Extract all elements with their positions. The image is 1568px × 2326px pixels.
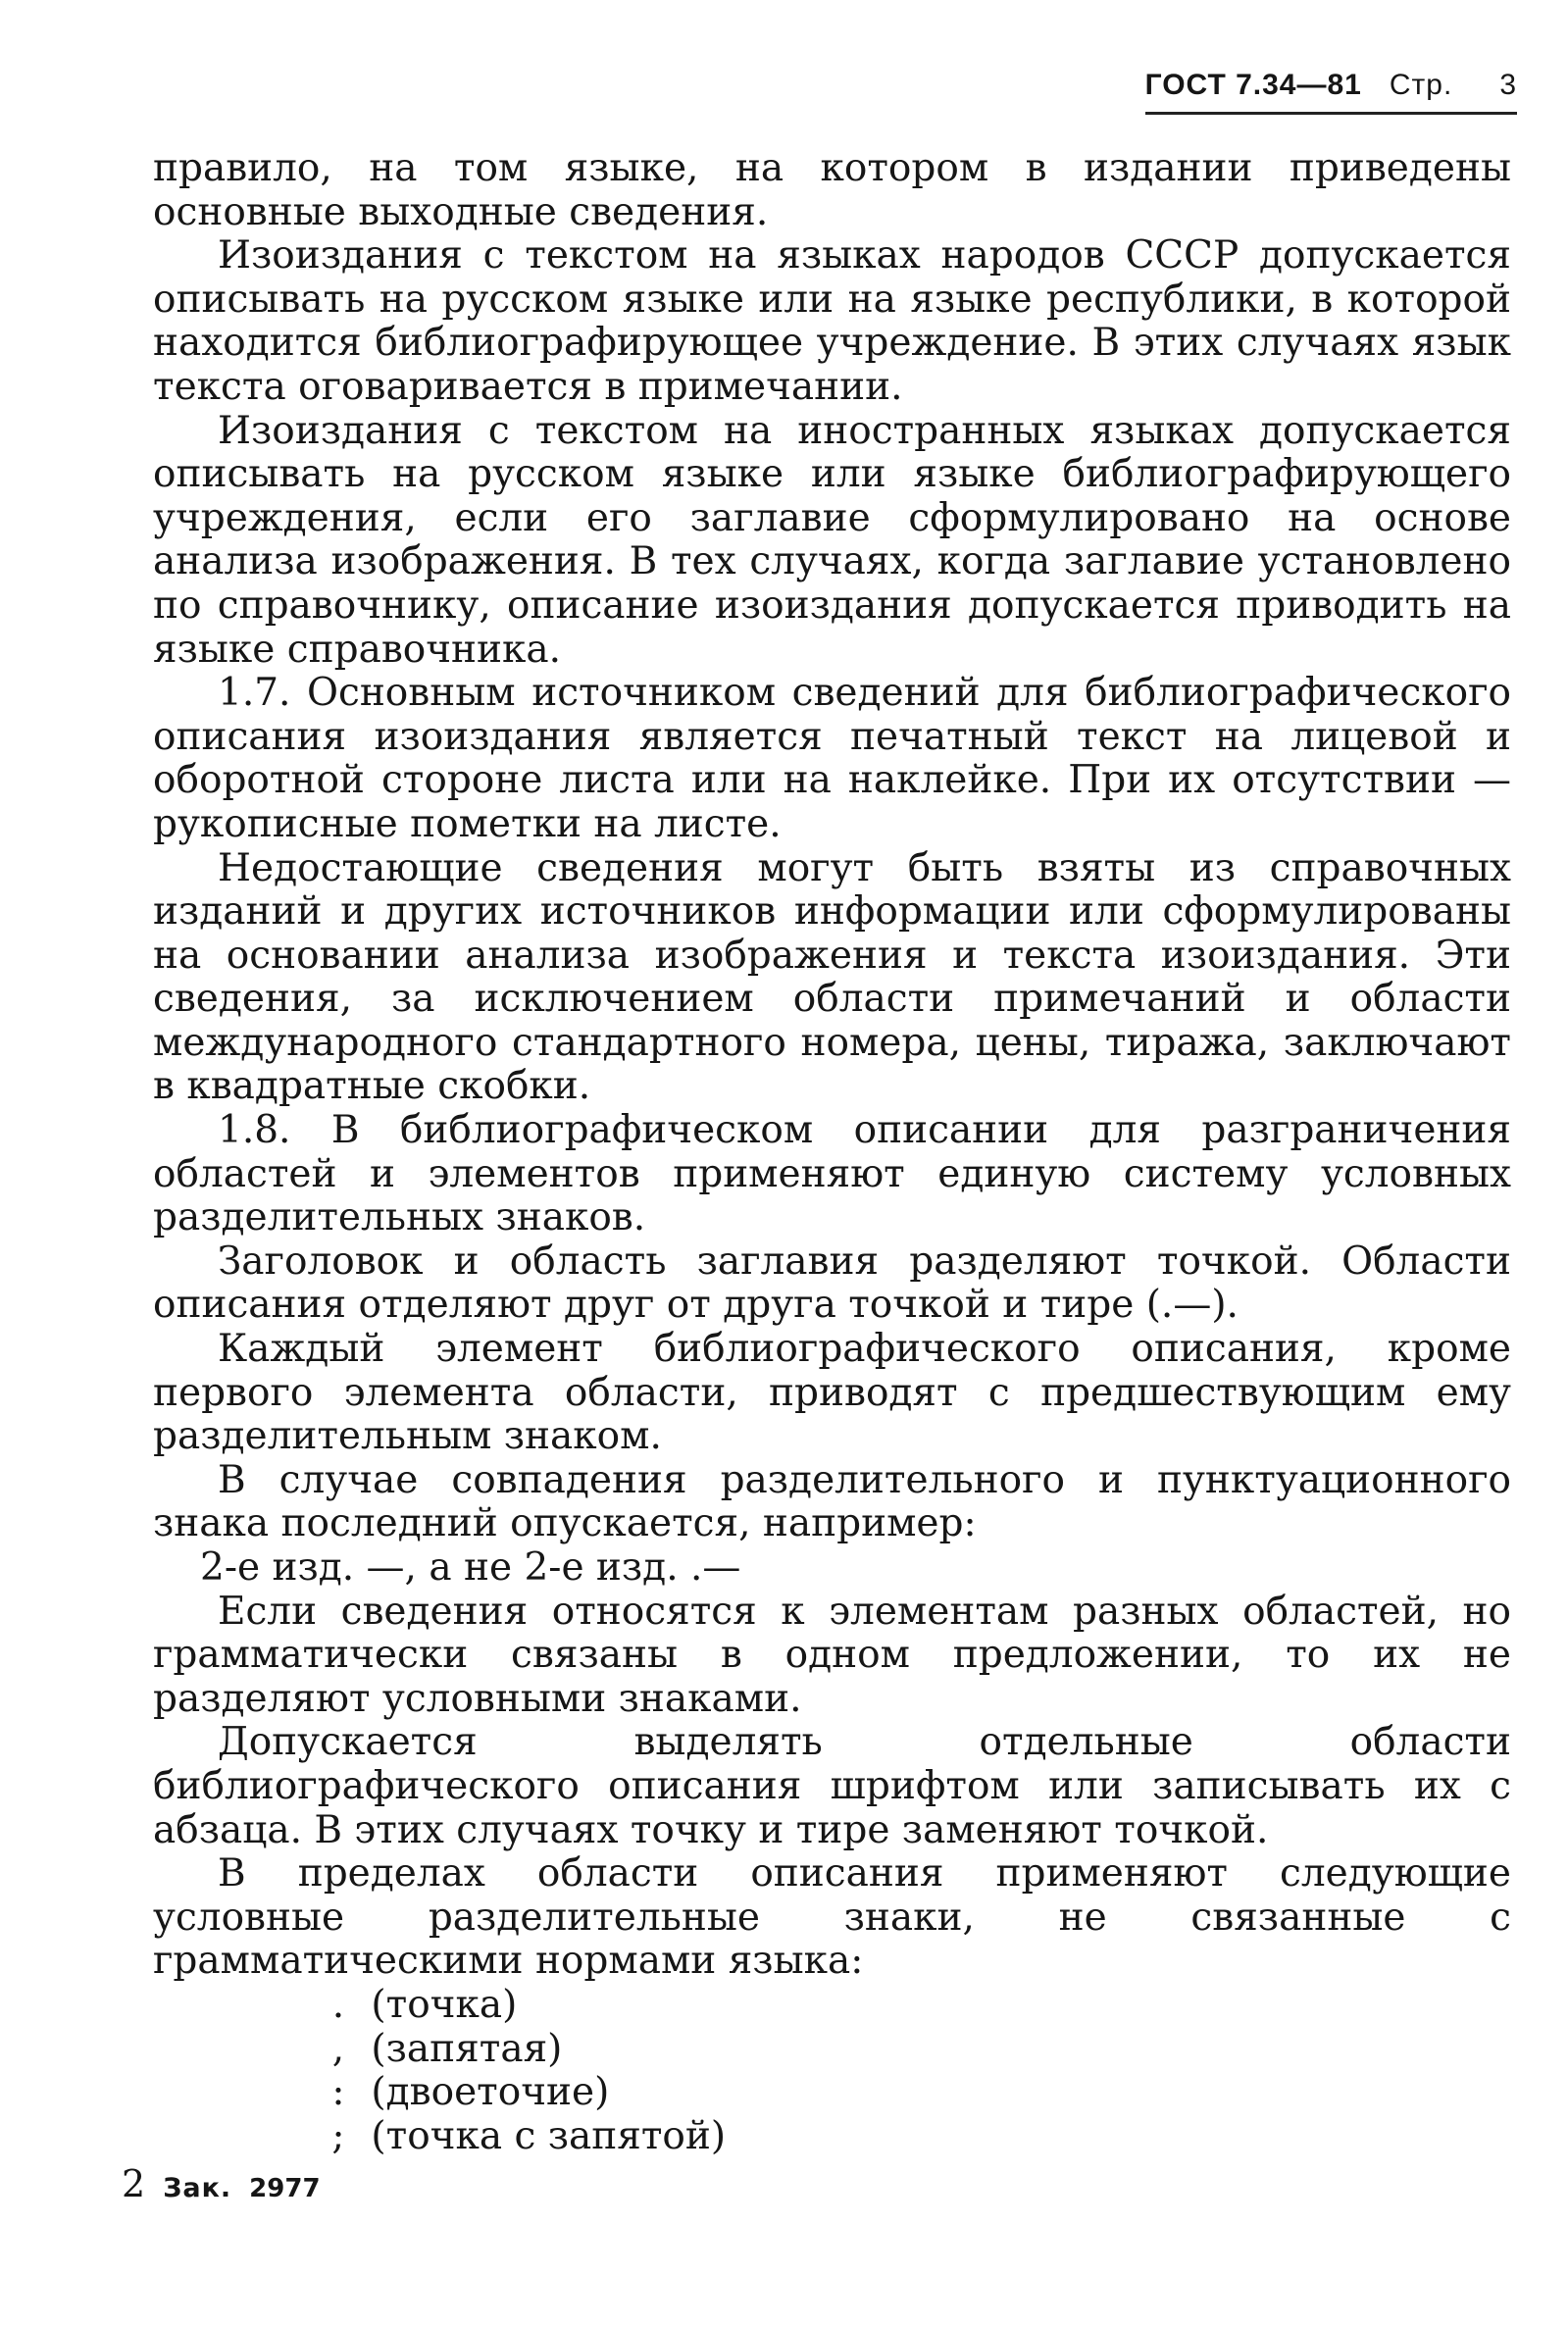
- separator-name: (запятая): [371, 2026, 563, 2071]
- page-label: Стр.: [1389, 69, 1453, 101]
- paragraph: В случае совпадения разделительного и пунктуационного знака последний опускается, например:: [153, 1457, 1511, 1546]
- paragraph-continuation: правило, на том языке, на котором в издании приведены основные выходные сведения.: [153, 146, 1511, 234]
- paragraph: Каждый элемент библиографического описания, кроме первого элемента области, приводят с предшествующим ему разделительным знаком.: [153, 1327, 1511, 1459]
- paragraph: Изоиздания с текстом на языках народов СССР допускается описывать на русском языке или на языке республики, в которой находится библиографирующее учреждение. В этих случаях язык текста оговаривается в примечании.: [153, 233, 1511, 409]
- separator-name: (двоеточие): [371, 2070, 610, 2115]
- paragraph: В пределах области описания применяют следующие условные разделительные знаки, не связанные с грамматическими нормами языка:: [153, 1851, 1511, 1984]
- separator-item: [318, 2028, 1511, 2072]
- paragraph: Заголовок и область заглавия разделяют точкой. Области описания отделяют друг от друга точкой и тире (.—).: [153, 1239, 1511, 1328]
- sheet-number: 2: [122, 2162, 146, 2205]
- separator-name: (точка с запятой): [371, 2113, 727, 2158]
- separator-name: (точка): [371, 1982, 518, 2027]
- separator-item: [318, 1984, 1511, 2028]
- document-body: [153, 147, 1511, 2158]
- separator-symbol: ,: [331, 2026, 345, 2071]
- standard-number: ГОСТ 7.34—81: [1144, 69, 1362, 101]
- paragraph: Допускается выделять отдельные области библиографического описания шрифтом или записывать их с абзаца. В этих случаях точку и тире заменяют точкой.: [153, 1720, 1511, 1852]
- page-header: [1145, 69, 1517, 115]
- paragraph: Изоиздания с текстом на иностранных языках допускается описывать на русском языке или языке библиографирующего учреждения, если его заглавие сформулировано на основе анализа изображения. В тех случаях, когда заглавие установлено по справочнику, описание изоиздания допускается приводить на языке справочника.: [153, 408, 1511, 672]
- separator-symbol: .: [331, 1982, 345, 2027]
- separator-symbol: ;: [331, 2113, 345, 2158]
- separator-symbol: :: [331, 2070, 345, 2115]
- separator-item: [318, 2115, 1511, 2159]
- order-label: Зак.: [163, 2173, 232, 2203]
- clause-1-8: 1.8. В библиографическом описании для разграничения областей и элементов применяют единую систему условных разделительных знаков.: [153, 1108, 1511, 1240]
- punctuation-example: 2-е изд. —, а не 2-е изд. .—: [200, 1545, 741, 1590]
- clause-1-7: 1.7. Основным источником сведений для библиографического описания изоиздания является печатный текст на лицевой и оборотной стороне листа или на наклейке. При их отсутствии — рукописные пометки на листе.: [153, 671, 1511, 846]
- paragraph: Недостающие сведения могут быть взяты из справочных изданий и других источников информации или сформулированы на основании анализа изображения и текста изоиздания. Эти сведения, за исключением области примечаний и области международного стандартного номера, цены, тиража, заключают в квадратные скобки.: [153, 845, 1511, 1109]
- separator-item: [318, 2071, 1511, 2115]
- page-number: 3: [1499, 69, 1517, 101]
- paragraph: Если сведения относятся к элементам разных областей, но грамматически связаны в одном предложении, то их не разделяют условными знаками.: [153, 1589, 1511, 1721]
- order-number: 2977: [249, 2174, 321, 2203]
- separator-list: [153, 1984, 1511, 2158]
- page-footer: [122, 2162, 321, 2205]
